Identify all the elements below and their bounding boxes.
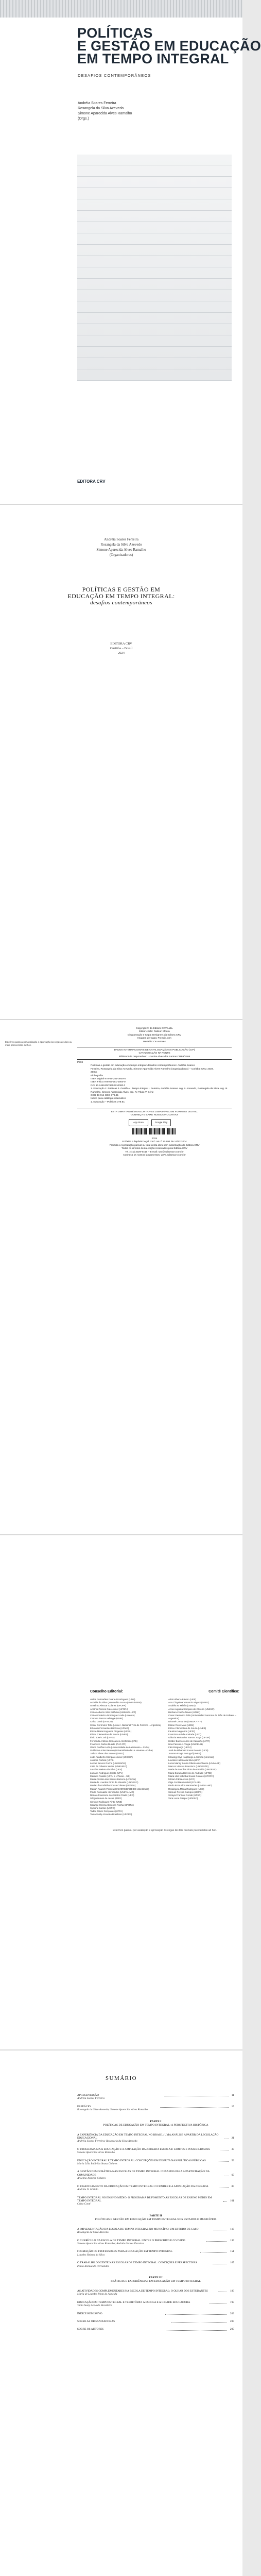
cip-line: Ferreira, Rosangela da Silva Azevedo, Simone Aparecida Alves Ramalho (organizadoras) – Curitiba: CRV, 2024. (91, 1067, 214, 1071)
copyright-header-line: Revisão: Os Autores (143, 1040, 166, 1043)
cip-line: Políticas e gestão em educação em tempo integral: desafios contemporâneos / Andréia Soares (91, 1064, 195, 1067)
toc-title: SUMÁRIO (105, 2075, 137, 2081)
cover-author: Rosangela da Silva Azevedo (78, 107, 124, 110)
scientific-committee-member: Marcos Vinicius Francisco (UNOESTE) (168, 1765, 209, 1768)
legal-line: Conheça os nossos lançamentos: www.editoracrv.com.br (123, 1154, 186, 1157)
app-badges (129, 1119, 171, 1126)
scientific-committee-member: Kilwangy Kya Kapitango-a-Samba (Unemat) (168, 1755, 214, 1758)
title-page-publisher (0, 641, 242, 655)
cip-line: ISBN Digital 978-65-251-0000-0 (91, 1078, 126, 1081)
editorial-council-member: Carlos Alberto Vilar Estêvão (UMINHO – PT) (90, 1710, 136, 1714)
editorial-council-member: Luciano Rodrigues Costa (UFV) (90, 1771, 123, 1774)
toc-part-title: POLÍTICAS E GESTÃO EM EDUCAÇÃO EM TEMPO INTEGRAL NOS ESTADOS E MUNICÍPIOS (95, 2217, 217, 2221)
cover-title-line: E GESTÃO EM EDUCAÇÃO (77, 38, 261, 54)
editorial-council-member: Mariah Rausch Pereira (UNIVERSIDADE DE Uberlândia) (90, 1787, 149, 1790)
toc-entry-authors: Anselmo Alencar Colares (77, 2177, 106, 2180)
toc-part-number: PARTE II (149, 2214, 162, 2217)
toc-entry[interactable] (77, 2250, 234, 2257)
toc-entry[interactable] (77, 2185, 234, 2192)
title-page (0, 505, 242, 1020)
scientific-committee-member: Barbara Coelho Neves (UFBA) (168, 1710, 200, 1714)
toc-entry-page: 207 (230, 2328, 234, 2331)
toc-entry-authors: Celso Conti (77, 2202, 91, 2206)
cover-illustration-stripe (77, 244, 232, 245)
toc-leader-dots (171, 2322, 227, 2323)
toc-entry[interactable] (77, 2228, 234, 2234)
scientific-committee-member: Eliane Rose Maio (UEM) (168, 1723, 194, 1726)
board-headings (90, 1690, 239, 1693)
editorial-council-member: Jailson Alves dos Santos (UFRJ) (90, 1752, 124, 1755)
scientific-committee-heading: Comitê Científico: (208, 1690, 239, 1693)
toc-entry[interactable] (77, 2261, 234, 2268)
toc-entry[interactable] (77, 2148, 234, 2155)
scientific-committee-member: Gláucia Maria dos Santos Jorge (UFOP) (168, 1736, 210, 1739)
editorial-council-member: Tadeu Oliver Gonçalves (UFPA) (90, 1810, 123, 1813)
table-of-contents-page (0, 2050, 242, 2576)
toc-entry-authors: Paulo Romualdo Hernandes (77, 2264, 109, 2268)
editorial-council-member: Cesar Gerónimo Tello (Univer .Nacional Três de Febrero – Argentina) (90, 1723, 161, 1726)
editorial-council-member: Maria Lília Imbiriba Sousa Colares (UFOPA) (90, 1784, 136, 1787)
editorial-council-member: Celso Conti (UFSCar) (90, 1720, 113, 1723)
copyright-header-line: Diagramação e Capa: Designers da Editora CRV (127, 1033, 182, 1037)
toc-entry-title: O CURRÍCULO NA ESCOLA DE TEMPO INTEGRAL: ENTRE O PRESCRITO E O VIVIDO (77, 2239, 185, 2242)
toc-entry-page: 11 (231, 2094, 234, 2097)
cip-subtitle: CATALOGAÇÃO NA FONTE (138, 1052, 170, 1055)
toc-part-heading (77, 2120, 234, 2127)
scientific-committee-member: Maria de Lourdes Pinto de Almeida (UNOESC) (168, 1768, 217, 1771)
editorial-council-member: Anselmo Alencar Colares (UFOPA) (90, 1704, 126, 1707)
toc-entry-title: AS ATIVIDADES COMPLEMENTARES NA ESCOLA DE TEMPO INTEGRAL: O OLHAR DOS ESTUDANTES (77, 2289, 208, 2293)
scientific-committee-member: Rosângela Maria Rodrigues (UCB) (168, 1787, 204, 1790)
scientific-committee-member: Francisco Ari de Andrade (UFC) (168, 1733, 201, 1736)
cip-line: CDU 37.014 CDD 379.81 (91, 1094, 119, 1097)
copyright-side-note (5, 1041, 72, 1047)
cover-author: Simone Aparecida Alves Ramalho (78, 112, 132, 115)
title-page-title (0, 586, 242, 606)
cover-title-line: POLÍTICAS (77, 25, 153, 41)
toc-entry[interactable] (77, 2320, 234, 2323)
toc-entry-page: 15 (231, 2105, 235, 2108)
toc-entry-authors: Andréia Soares Ferreira (77, 2097, 105, 2100)
editorial-council-member: Eduardo Fernandes Barbosa (UFMG) (90, 1726, 129, 1730)
cover-page (0, 0, 261, 505)
legal-notice (77, 1138, 232, 1157)
editorial-council-member: Solange Helena Ximenes-Rocha (UFOPA) (90, 1803, 134, 1806)
divider (77, 1059, 232, 1060)
editorial-council-heading: Conselho Editorial: (90, 1690, 124, 1693)
editorial-council-member: Leonel Severo Rocha (UNISINOS) (90, 1762, 126, 1765)
cip-heading (77, 1049, 232, 1059)
scientific-committee-member: Paulo Romualdo Hernandes (UNIFAL-MG) (168, 1784, 213, 1787)
toc-entry-title: A GESTÃO DEMOCRÁTICA NAS ESCOLAS DE TEMPO INTEGRAL: DESAFIOS PARA A PARTICIPAÇÃO DA COMUNIDADE (77, 2170, 210, 2177)
toc-leader-dots (218, 2161, 229, 2162)
digital-availability (77, 1111, 232, 1117)
editorial-council-list (90, 1698, 161, 1817)
digital-line: CONHEÇA E BAIXE NOSSO APLICATIVO! (130, 1114, 179, 1117)
toc-part-number: PARTE I (150, 2120, 162, 2123)
cip-librarian: Bibliotecária responsável: Luzenira Alves dos Santos CRB9/1506 (118, 1055, 190, 1058)
toc-entry-page: 119 (230, 2227, 235, 2231)
scientific-committee-member: Olga Ceciliato Mattioli (FCLAR) (168, 1781, 201, 1784)
editorial-council-member: Francisco Carlos Duarte (PUC-PR) (90, 1742, 127, 1745)
toc-entry-page: 135 (230, 2239, 234, 2242)
toc-entry-row (77, 2328, 234, 2331)
barcode-icon (132, 1128, 176, 1134)
editorial-council-member: Élsio José Corá (UFFS) (90, 1736, 115, 1739)
scientific-committee-member: Lucia Marisy Souza Ribeiro de Oliveira (UNIVASF) (168, 1762, 220, 1765)
editorial-council-member: Elizeu Clementino de Souza (UNEB) (90, 1733, 128, 1736)
toc-entry-authors: Maria Lília Imbiriba Sousa Colares (77, 2162, 117, 2166)
cover-illustration-stripe (77, 312, 232, 313)
toc-leader-dots (200, 2252, 227, 2253)
toc-entry-page: 203 (230, 2312, 235, 2315)
toc-part-heading (77, 2276, 234, 2283)
title-page-author: (Organizadoras) (109, 553, 133, 557)
toc-part-heading (77, 2214, 234, 2222)
peer-review-note: Este livro passou por avaliação e aprovação às cegas de dois ou mais pareceristas ad hoc. (112, 1829, 217, 1832)
cover-authors (78, 101, 132, 122)
digital-line: ESTA OBRA TAMBÉM ENCONTRA-SE DISPONÍVEL EM FORMATO DIGITAL. (111, 1111, 198, 1113)
scientific-committee-member: Vera Lucia Gaspar (UDESC) (168, 1797, 198, 1800)
toc-entry[interactable] (77, 2196, 234, 2206)
cip-line: 208 p. (91, 1071, 98, 1074)
google-play-badge[interactable]: Google Play (151, 1119, 171, 1126)
toc-entry-page: 101 (230, 2199, 234, 2202)
scientific-committee-member: Andréia N. Militão (UEMS) (168, 1704, 196, 1707)
toc-list (77, 2094, 234, 2336)
cover-illustration-stripe (77, 210, 232, 211)
toc-entry-row (77, 2196, 234, 2203)
toc-entry-page: 167 (230, 2261, 235, 2265)
toc-leader-dots (166, 2330, 227, 2331)
scientific-committee-member: Anna Augusta Sampaio de Oliveira (UNESP) (168, 1707, 215, 1710)
editorial-council-member: Gloria Fariñas León (Universidade de La Havana – Cuba) (90, 1746, 150, 1749)
editorial-council-member: Maria Cristina dos Santos Bezerra (UFSCar) (90, 1778, 136, 1781)
toc-entry-title: SOBRE AS ORGANIZADORAS (77, 2320, 115, 2323)
editorial-council-member: Tania Suely Azevedo Brasileiro (UFOPA) (90, 1813, 132, 1816)
toc-entry-authors: Rosangela da Silva Azevedo (77, 2231, 109, 2234)
toc-entry[interactable] (77, 2301, 234, 2308)
editorial-council-member: Marcelo Paixão (UFRJ e UTexas – US) (90, 1774, 131, 1777)
editorial-council-member: Renato Francisco dos Santos Paula (UFG) (90, 1794, 134, 1797)
legal-line: Tel.: (41) 3029-6416 – E-mail: sac@editoracrv.com.br (125, 1150, 184, 1154)
toc-entry[interactable] (77, 2170, 234, 2180)
toc-entry-title: ÍNDICE REMISSIVO (77, 2312, 102, 2315)
cover-top-band (0, 0, 242, 18)
toc-part-number: PARTE III (149, 2276, 163, 2279)
toc-entry-row (77, 2261, 234, 2264)
cover-subtitle: DESAFIOS CONTEMPORÂNEOS (78, 73, 151, 78)
toc-entry[interactable] (77, 2239, 234, 2246)
editorial-council-member: Sydione Santos (UEPG) (90, 1806, 115, 1809)
title-page-title-line: POLÍTICAS E GESTÃO EM (82, 586, 161, 593)
cover-illustration (77, 155, 232, 381)
title-page-publisher-line: EDITORA CRV (110, 642, 132, 646)
title-page-author: Andréia Soares Ferreira (104, 537, 138, 541)
toc-entry-title: EDUCAÇÃO EM TEMPO INTEGRAL E TERRITÓRIO: A ESCOLA E A CIDADE EDUCADORA (77, 2300, 190, 2304)
editorial-council-member: Antônio Pereira Gaio Júnior (UFRRJ) (90, 1707, 129, 1710)
toc-entry[interactable] (77, 2105, 234, 2112)
editorial-council-member: Sérgio Nunes de Jesus (IFRO) (90, 1797, 122, 1800)
cover-illustration-stripe (77, 346, 232, 347)
toc-entry-row (77, 2170, 234, 2177)
toc-entry-title: APRESENTAÇÃO (77, 2094, 99, 2097)
title-page-title-line: EDUCAÇÃO EM TEMPO INTEGRAL: (67, 592, 175, 600)
cip-line: Bibliografia (91, 1074, 103, 1077)
toc-entry-title: O TRABALHO DOCENTE NAS ESCOLAS DE TEMPO INTEGRAL: CONDIÇÕES E PERSPECTIVAS (77, 2261, 197, 2265)
copyright-page (0, 1020, 242, 1535)
board-columns (90, 1698, 239, 1817)
scientific-committee-member: Cesar Gerónimo Tello (Universidad Nacional de Três de Febrero – Argentina) (168, 1714, 236, 1720)
cover-author: Andréia Soares Ferreira (78, 101, 116, 105)
editorial-council-member: João Adalberto Campato Junior (UNESP) (90, 1755, 133, 1758)
scientific-committee-member: Samuel Pereira Campos (UEPG) (168, 1790, 203, 1793)
toc-entry-row (77, 2133, 234, 2140)
editorial-council-member: Josania Portela (UFPI) (90, 1758, 114, 1761)
toc-leader-dots (160, 2107, 229, 2108)
cover-illustration-stripe (77, 176, 232, 177)
cip-line: 1. Educação – Políticas 379.81 (91, 1100, 125, 1104)
title-page-author: Simone Aparecida Alves Ramalho (96, 548, 146, 552)
legal-line: Proibida a reprodução parcial ou total desta obra sem autorização da Editora CRV (109, 1144, 200, 1147)
toc-entry-row (77, 2320, 234, 2323)
toc-entry-page: 205 (230, 2320, 234, 2323)
toc-entry-page: 69 (231, 2173, 234, 2177)
toc-entry[interactable] (77, 2290, 234, 2296)
legal-line: Foi feito o depósito legal conf. Lei nº 10.994 de 14/12/2004 (122, 1141, 187, 1144)
scientific-committee-member: Diosnel Centurion (UNIDA – PY) (168, 1720, 202, 1723)
scientific-committee-member: Jussara Fraga Portugal (UNEB) (168, 1752, 201, 1755)
cover-illustration-stripe (77, 278, 232, 279)
copyright-header-line: Editor-chefe: Railson Moura (139, 1030, 170, 1033)
cover-illustration-stripe (77, 380, 232, 381)
editorial-council-member: Elione Maria Nogueira Diogenes (UFAL) (90, 1730, 132, 1733)
toc-part-title: PRÁTICAS E EXPERIÊNCIAS EM EDUCAÇÃO EM TEMPO INTEGRAL (111, 2279, 201, 2283)
scientific-committee-member: Elizeu Clementino de Souza (UNEB) (168, 1726, 206, 1730)
toc-entry-page: 85 (231, 2184, 234, 2188)
cip-line: ISBN Físico 978-65-251-0000-0 (91, 1081, 126, 1084)
toc-entry-title: A EXPERIÊNCIA DA EDUCAÇÃO EM TEMPO INTEGRAL NO BRASIL: UMA ANÁLISE A PARTIR DA LEGISLAÇÃO EDUCACIONAL (77, 2133, 219, 2140)
toc-entry-authors: Simone Aparecida Alves Ramalho; Andréia Soares Ferreira (77, 2242, 144, 2245)
scientific-committee-member: Fauston Negreiros (UFPI) (168, 1730, 195, 1733)
cover-title (77, 25, 261, 66)
toc-entry[interactable] (77, 2312, 234, 2315)
title-page-publisher-line: 2024 (118, 651, 125, 655)
scientific-committee-member: Inês Bragança (UERJ) (168, 1746, 192, 1749)
copyright-header (77, 1027, 232, 1044)
editorial-council-member: Lourdes Helena da Silva (UFV) (90, 1768, 123, 1771)
scientific-committee-member: Helder Buenos Aires de Carvalho (UFPI) (168, 1739, 211, 1742)
toc-entry-page: 53 (231, 2159, 235, 2162)
copyright-header-line: Imagem de Capa: Freepik.com (137, 1037, 171, 1040)
toc-entry[interactable] (77, 2159, 234, 2166)
toc-entry-title: EDUCAÇÃO INTEGRAL E TEMPO INTEGRAL: CONCEPÇÕES EM DISPUTA NAS POLÍTICAS PÚBLICAS (77, 2159, 206, 2162)
toc-entry-page: 37 (231, 2147, 235, 2151)
toc-entry-page: 193 (230, 2300, 234, 2304)
cover-title-line: EM TEMPO INTEGRAL (77, 51, 229, 66)
cover-author: (Orgs.) (78, 117, 89, 121)
toc-entry-row (77, 2185, 234, 2188)
editorial-council-member: Aldira Guimarães Duarte Domínguez (UNB) (90, 1698, 135, 1701)
toc-leader-dots (223, 2201, 227, 2202)
legal-line: Todos os direitos desta edição reservados pela Editora CRV (121, 1147, 187, 1150)
toc-leader-dots (219, 2187, 228, 2188)
toc-entry[interactable] (77, 2094, 234, 2100)
editorial-council-member: Guillermo Arias Beatón (Universidade de La Havana – Cuba) (90, 1749, 153, 1752)
toc-entry-title: SOBRE OS AUTORES (77, 2328, 104, 2331)
publisher-logo: EDITORA CRV (77, 479, 106, 484)
toc-entry[interactable] (77, 2328, 234, 2331)
toc-entry-title: O PROGRAMA MAIS EDUCAÇÃO E A AMPLIAÇÃO DA JORNADA ESCOLAR: LIMITES E POSSIBILIDADES (77, 2147, 211, 2151)
editorial-council-member: Fernando Antônio Gonçalves Alcoforado (IPB) (90, 1739, 138, 1742)
editorial-council-member: Paulo Romualdo Hernandes (UNIFAL-MG) (90, 1790, 134, 1793)
app-store-badge[interactable]: App Store (129, 1119, 148, 1126)
toc-entry-authors: Tania Suely Azevedo Brasileiro (77, 2304, 112, 2308)
scientific-committee-member: Maria Eurácia Barreto de Andrade (UFRB) (168, 1771, 212, 1774)
toc-entry-authors: Lourdes Helena da Silva (77, 2253, 105, 2257)
editorial-council-member: Andréia da Silva Quintanilha Sousa (UNIR/UFRN) (90, 1701, 142, 1704)
toc-entry[interactable] (77, 2133, 234, 2143)
scientific-committee-member: Lourdes Helena da Silva (UFV) (168, 1758, 201, 1761)
title-page-subtitle: desafios contemporâneos (90, 600, 152, 606)
title-page-author: Rosangela da Silva Azevedo (100, 543, 142, 547)
toc-entry-row (77, 2312, 234, 2315)
cip-line: 1. Educação 2. Políticas 3. Gestão 4. Tempo integral I. Ferreira, Andréia Soares. org. II. Azevedo, Rosangela da Silva. org. III. Ramalho, Simone Aparecida Alves. org. IV. Título V. Série (91, 1088, 228, 1094)
cip-record (77, 1061, 232, 1104)
scientific-committee-list (168, 1698, 239, 1817)
copyright-header-line: Copyright © da Editora CRV Ltda. (136, 1027, 173, 1030)
toc-leader-dots (206, 2241, 227, 2242)
side-note-line: Este livro passou por avaliação e aprovação às cegas de dois ou mais pareceristas ad hoc. (5, 1041, 72, 1046)
scientific-committee-member: Míriam Fábia Alves (UFG) (168, 1778, 196, 1781)
toc-entry-title: FORMAÇÃO DE PROFESSORES PARA A EDUCAÇÃO EM TEMPO INTEGRAL (77, 2250, 173, 2253)
toc-entry-authors: Rosangela da Silva Azevedo; Simone Aparecida Alves Ramalho (77, 2108, 148, 2112)
editorial-council-member: Carmen Tereza Velanga (UNIR) (90, 1717, 123, 1720)
cip-title: DADOS INTERNACIONAIS DE CATALOGAÇÃO NA PUBLICAÇÃO (CIP) (114, 1049, 195, 1052)
editorial-council-member: Maria de Lourdes Pinto de Almeida (UNOESC) (90, 1781, 138, 1784)
toc-entry-authors: Andréia Soares Ferreira; Rosangela da Silva Azevedo (77, 2140, 137, 2143)
toc-entry-page: 183 (230, 2289, 235, 2293)
editorial-council-member: Lídia de Oliveira Xavier (UNIEURO) (90, 1765, 127, 1768)
toc-entry-title: TEMPO INTEGRAL NO ENSINO MÉDIO: O PROGRAMA DE FOMENTO ÀS ESCOLAS DE ENSINO MÉDIO EM TEMPO INTEGRAL (77, 2196, 212, 2202)
editorial-board-page (0, 1535, 242, 2050)
scientific-committee-member: Ilma Passos A. Veiga (UNICEUB) (168, 1742, 203, 1745)
cip-line: Índice para catálogo sistemático (91, 1097, 126, 1100)
cip-line: P769 (77, 1061, 83, 1064)
legal-line: 2024 (151, 1138, 158, 1140)
toc-part-title: POLÍTICAS DE EDUCAÇÃO EM TEMPO INTEGRAL: A PERSPECTIVA HISTÓRICA (103, 2123, 208, 2127)
editorial-council-member: Carlos Federico Dominguez Avila (Unieuro) (90, 1714, 135, 1717)
toc-entry-title: PREFÁCIO (77, 2105, 91, 2108)
scientific-committee-member: Altair Alberto Fávero (UPF) (168, 1698, 197, 1701)
toc-entry-authors: Maria de Lourdes Pinto de Almeida (77, 2293, 117, 2296)
toc-entry-title: A IMPLEMENTAÇÃO DA ESCOLA DE TEMPO INTEGRAL NO MUNICÍPIO: UM ESTUDO DE CASO (77, 2227, 199, 2231)
editorial-council-member: Simone Rodrigues Pinto (UNB) (90, 1800, 123, 1803)
toc-entry-authors: Simone Aparecida Alves Ramalho (77, 2151, 115, 2155)
toc-entry-page: 21 (231, 2137, 234, 2140)
toc-entry-title: O FINANCIAMENTO DA EDUCAÇÃO EM TEMPO INTEGRAL: O FUNDEB E A AMPLIAÇÃO DA JORNADA (77, 2184, 208, 2188)
scientific-committee-member: José de Ribamar Sousa Pereira (UCB) (168, 1749, 208, 1752)
toc-entry-authors: Andréia N. Militão (77, 2188, 98, 2192)
title-page-authors (0, 537, 242, 557)
cip-line: DOI 10.24824/978652510000.0 (91, 1084, 126, 1087)
toc-entry-page: 151 (230, 2250, 234, 2253)
scientific-committee-member: Maria Lília Imbiriba Sousa Colares (UFOPA) (168, 1774, 214, 1777)
scientific-committee-member: Ana Chrystina Venancio Mignot (UERJ) (168, 1701, 209, 1704)
toc-leader-dots (165, 2314, 227, 2315)
scientific-committee-member: Soraya Franzoni Conde (UFSC) (168, 1794, 202, 1797)
title-page-publisher-line: Curitiba – Brasil (110, 647, 133, 650)
